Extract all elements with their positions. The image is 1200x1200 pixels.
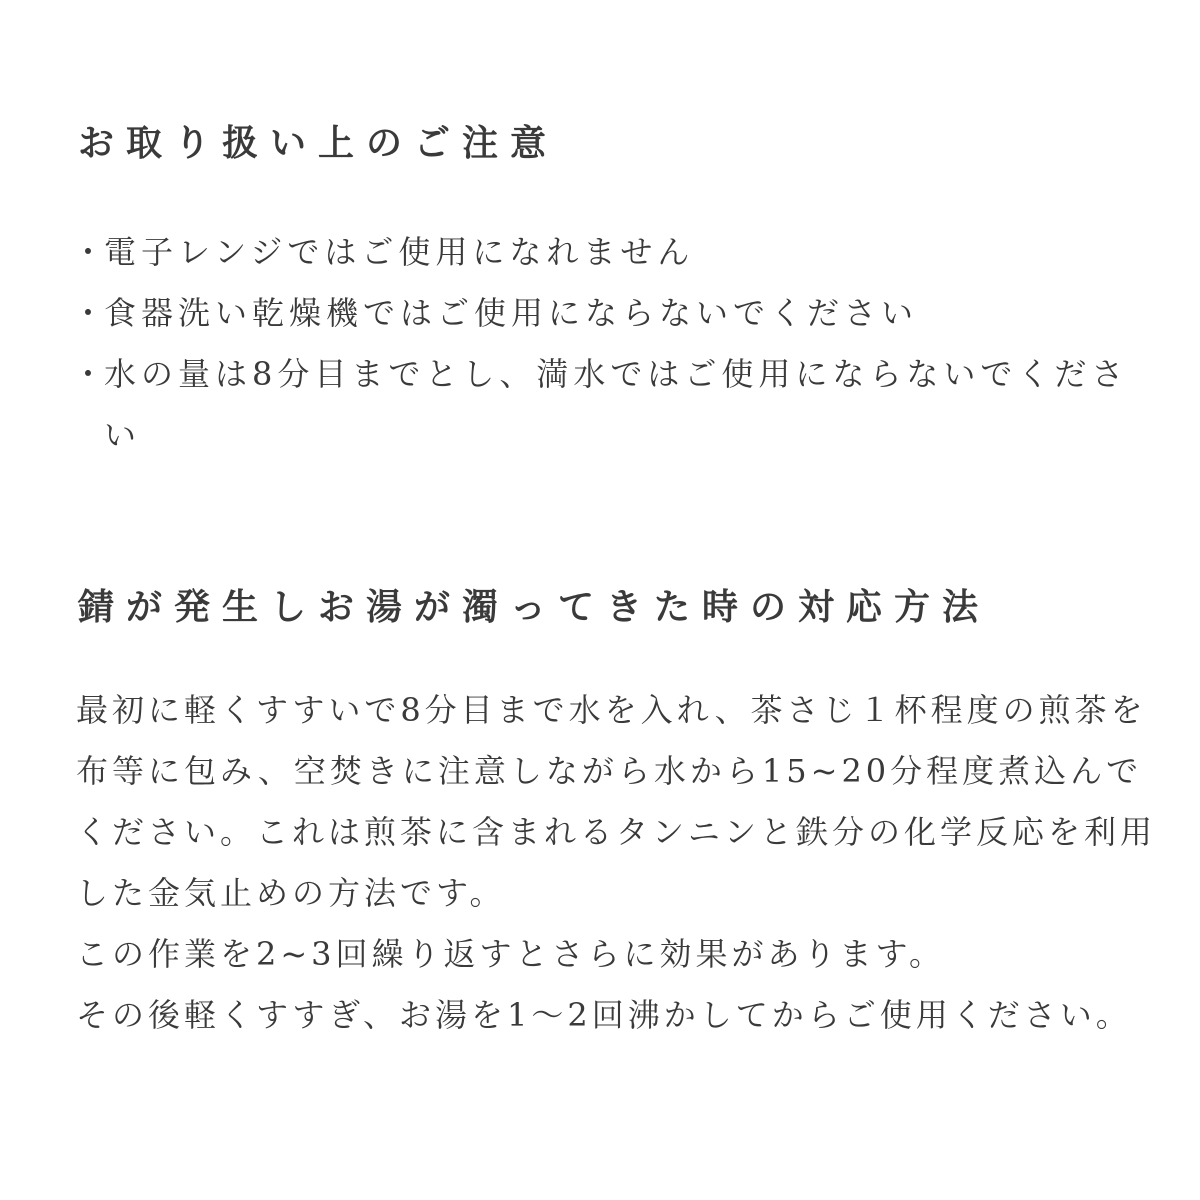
rust-remedy-body <box>76 680 1156 1046</box>
list-item-text: 食器洗い乾燥機ではご使用にならないでください <box>104 294 919 332</box>
list-item-text: 電子レンジではご使用になれません <box>104 233 695 271</box>
body-paragraph: 最初に軽くすすいで8分目まで水を入れ、茶さじ１杯程度の煎茶を布等に包み、空焚きに注意しながら水から15~20分程度煮込んでください。これは煎茶に含まれるタンニンと鉄分の化学反応を利用した金気止めの方法です。 <box>76 691 1157 912</box>
list-item-text: 水の量は8分目までとし、満水ではご使用にならないでください <box>104 355 1129 454</box>
section-title-rust-remedy: 錆が発生しお湯が濁ってきた時の対応方法 <box>78 586 991 628</box>
bullet-dot: ・ <box>72 355 110 393</box>
precautions-list <box>72 222 1132 466</box>
list-item <box>72 222 1132 283</box>
body-paragraph: その後軽くすすぎ、お湯を1～2回沸かしてからご使用ください。 <box>76 996 1132 1034</box>
section-title-handling-precautions: お取り扱い上のご注意 <box>78 122 559 164</box>
body-paragraph: この作業を2~3回繰り返すとさらに効果があります。 <box>76 935 945 973</box>
bullet-dot: ・ <box>72 233 110 271</box>
list-item <box>72 283 1132 344</box>
bullet-dot: ・ <box>72 294 110 332</box>
list-item <box>72 344 1132 466</box>
